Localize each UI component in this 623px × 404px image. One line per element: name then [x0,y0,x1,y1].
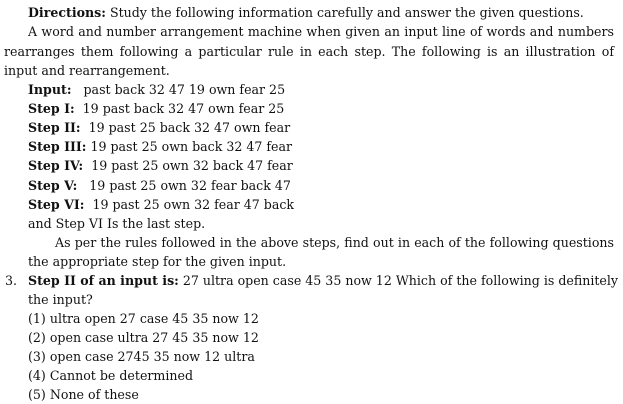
step-label: Input: [28,82,72,97]
step-row-6 [28,195,294,214]
directions-label: Directions: [28,5,106,20]
question-number: 3. [5,273,18,288]
step-value: past back 32 47 19 own fear 25 [83,82,286,97]
rules-line-1: As per the rules followed in the above steps, find out in each of the following questions [55,235,614,250]
option-5: (5) None of these [28,387,139,402]
option-4: (4) Cannot be determined [28,368,194,383]
step-label: Step II: [28,120,81,135]
option-2: (2) open case ultra 27 45 35 now 12 [28,330,259,345]
step-value: 19 past 25 own 32 back 47 fear [91,158,293,173]
step-value: 19 past 25 own 32 fear back 47 [89,178,291,193]
step-value: 19 past 25 own 32 fear 47 back [92,197,295,212]
question-text: 27 ultra open case 45 35 now 12 Which of the following is definitely [182,273,619,288]
step-row-2 [28,118,290,137]
step-label: Step IV: [28,158,84,173]
question-line-1 [28,271,618,290]
intro-line-2: rearranges them following a particular rule in each step. The following is an illustration of [4,44,614,59]
step-row-5 [28,176,291,195]
step-row-3 [28,137,292,156]
step-label: Step III: [28,139,87,154]
intro-line-1: A word and number arrangement machine when given an input line of words and numbers [28,24,614,39]
option-3: (3) open case 2745 35 now 12 ultra [28,349,255,364]
step-row-4 [28,156,293,175]
option-1: (1) ultra open 27 case 45 35 now 12 [28,311,259,326]
step-value: 19 past back 32 47 own fear 25 [82,101,285,116]
step-value: 19 past 25 own back 32 47 fear [90,139,293,154]
last-step-note: and Step VI Is the last step. [28,216,206,231]
step-label: Step V: [28,178,78,193]
step-row-input [28,80,285,99]
question-label: Step II of an input is: [28,273,179,288]
directions-line [28,3,584,22]
step-row-1 [28,99,284,118]
intro-line-3: input and rearrangement. [4,63,170,78]
step-value: 19 past 25 back 32 47 own fear [88,120,291,135]
rules-line-2: the appropriate step for the given input. [28,254,287,269]
question-line-2: the input? [28,292,93,307]
step-label: Step I: [28,101,75,116]
directions-text: Study the following information carefully and answer the given questions. [109,5,584,20]
step-label: Step VI: [28,197,85,212]
